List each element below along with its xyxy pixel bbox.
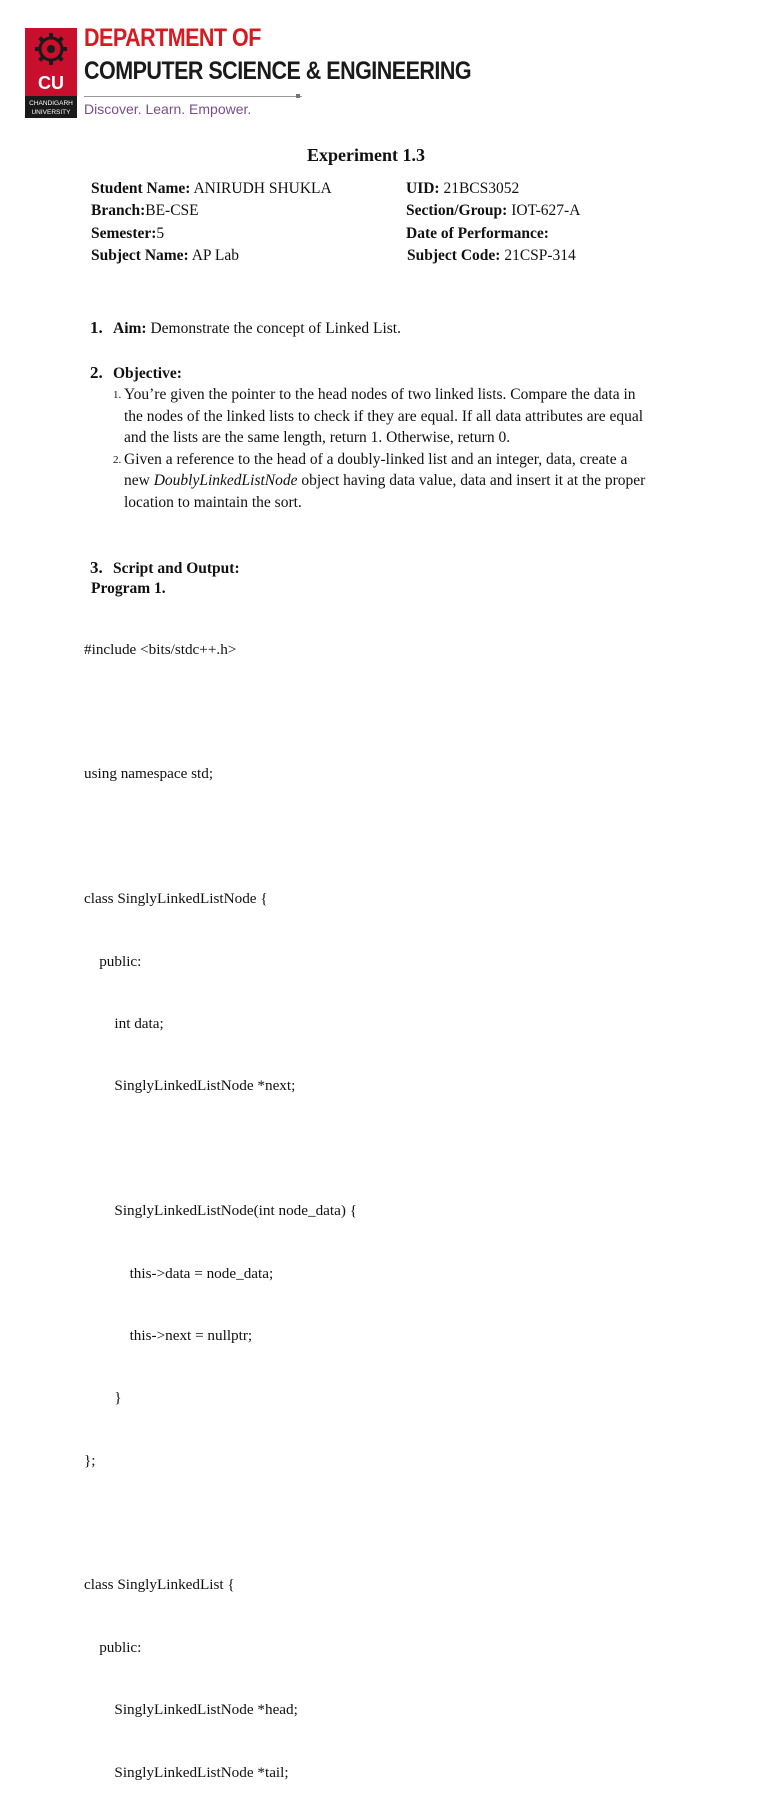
- objective-item-line: and the lists are the same length, return 1. Otherwise, return 0.: [124, 429, 511, 446]
- program-label-text: Program 1.: [91, 580, 166, 597]
- university-logo: [25, 28, 77, 118]
- code-line: this->next = nullptr;: [84, 1326, 253, 1344]
- script-label: Script and Output:: [113, 560, 240, 577]
- branch: [91, 202, 199, 220]
- logo-initials: CU: [38, 73, 64, 93]
- semester-value: 5: [156, 225, 165, 242]
- header-divider-dot: [296, 94, 300, 98]
- subject-name: [91, 247, 239, 265]
- code-line: using namespace std;: [84, 765, 214, 783]
- aim-section: [90, 318, 401, 338]
- script-number: 3.: [90, 558, 103, 577]
- student-name-label: Student Name:: [91, 180, 191, 197]
- code-line: public:: [84, 952, 142, 970]
- header-divider: [84, 96, 302, 97]
- date-of-performance: [406, 225, 549, 243]
- script-heading: [90, 558, 240, 578]
- student-name-value: ANIRUDH SHUKLA: [190, 180, 332, 197]
- code-line: this->data = node_data;: [84, 1264, 274, 1282]
- code-line: };: [84, 1451, 96, 1469]
- code-line: #include <bits/stdc++.h>: [84, 640, 237, 658]
- code-line: [84, 1139, 357, 1160]
- objective-heading: [90, 363, 182, 383]
- subject-code-value: 21CSP-314: [500, 247, 576, 264]
- code-line: SinglyLinkedListNode(int node_data) {: [84, 1202, 358, 1220]
- gear-emblem-icon: [35, 33, 67, 65]
- uid-value: 21BCS3052: [439, 180, 520, 197]
- svg-text:UNIVERSITY: UNIVERSITY: [31, 109, 71, 116]
- code-line: SinglyLinkedListNode *next;: [84, 1077, 296, 1095]
- branch-label: Branch:: [91, 202, 146, 219]
- objective-list: [113, 384, 723, 513]
- code-line: int data;: [84, 1014, 164, 1032]
- objective-label: Objective:: [113, 365, 182, 382]
- program-label: [91, 580, 166, 598]
- svg-text:CHANDIGARH: CHANDIGARH: [29, 100, 73, 107]
- semester: [91, 225, 164, 243]
- semester-label: Semester:: [91, 225, 157, 242]
- section-value: IOT-627-A: [507, 202, 581, 219]
- uid-label: UID:: [406, 180, 440, 197]
- objective-item: [113, 449, 723, 514]
- experiment-title: Experiment 1.3: [307, 145, 425, 165]
- objective-item-line: the nodes of the linked lists to check if they are equal. If all data attributes are equal: [124, 407, 644, 425]
- objective-item: [113, 384, 723, 449]
- code-line: [84, 1513, 357, 1534]
- objective-number: 2.: [90, 363, 103, 382]
- department-title-line1: DEPARTMENT OF: [84, 24, 261, 52]
- class-name-italic: DoublyLinkedListNode: [153, 472, 298, 489]
- code-line: SinglyLinkedListNode *head;: [84, 1701, 298, 1719]
- subject-code: [407, 247, 576, 265]
- department-title-line2: COMPUTER SCIENCE & ENGINEERING: [84, 57, 472, 85]
- objective-item-number: 2.: [113, 453, 122, 466]
- subject-name-value: AP Lab: [188, 247, 239, 264]
- code-line: }: [84, 1389, 122, 1407]
- objective-item-line: location to maintain the sort.: [124, 493, 302, 511]
- code-line: SinglyLinkedListNode *tail;: [84, 1763, 289, 1781]
- uid: [406, 180, 519, 198]
- subject-name-label: Subject Name:: [91, 247, 189, 264]
- objective-text-prefix: new: [124, 472, 154, 489]
- objective-text-suffix: object having data value, data and insert it at the proper: [297, 472, 646, 489]
- code-line: class SinglyLinkedList {: [84, 1576, 235, 1594]
- student-name: [91, 180, 332, 198]
- aim-label: Aim:: [113, 320, 147, 337]
- section-label: Section/Group:: [406, 202, 508, 219]
- branch-value: BE-CSE: [145, 202, 199, 219]
- subject-code-label: Subject Code:: [407, 247, 501, 264]
- code-block: [84, 598, 357, 1804]
- code-line: class SinglyLinkedListNode {: [84, 890, 268, 908]
- university-tagline: Discover. Learn. Empower.: [84, 101, 252, 117]
- code-line: [84, 827, 357, 848]
- objective-item-line: You’re given the pointer to the head nodes of two linked lists. Compare the data in: [124, 386, 636, 403]
- aim-number: 1.: [90, 318, 103, 337]
- code-line: [84, 702, 357, 723]
- objective-item-line: Given a reference to the head of a doubly-linked list and an integer, data, create a: [124, 450, 628, 468]
- objective-item-number: 1.: [113, 389, 122, 401]
- objective-item-line: [124, 470, 723, 492]
- section-group: [406, 202, 580, 220]
- aim-text: Demonstrate the concept of Linked List.: [146, 320, 401, 337]
- code-line: public:: [84, 1638, 142, 1656]
- date-label: Date of Performance:: [406, 225, 549, 242]
